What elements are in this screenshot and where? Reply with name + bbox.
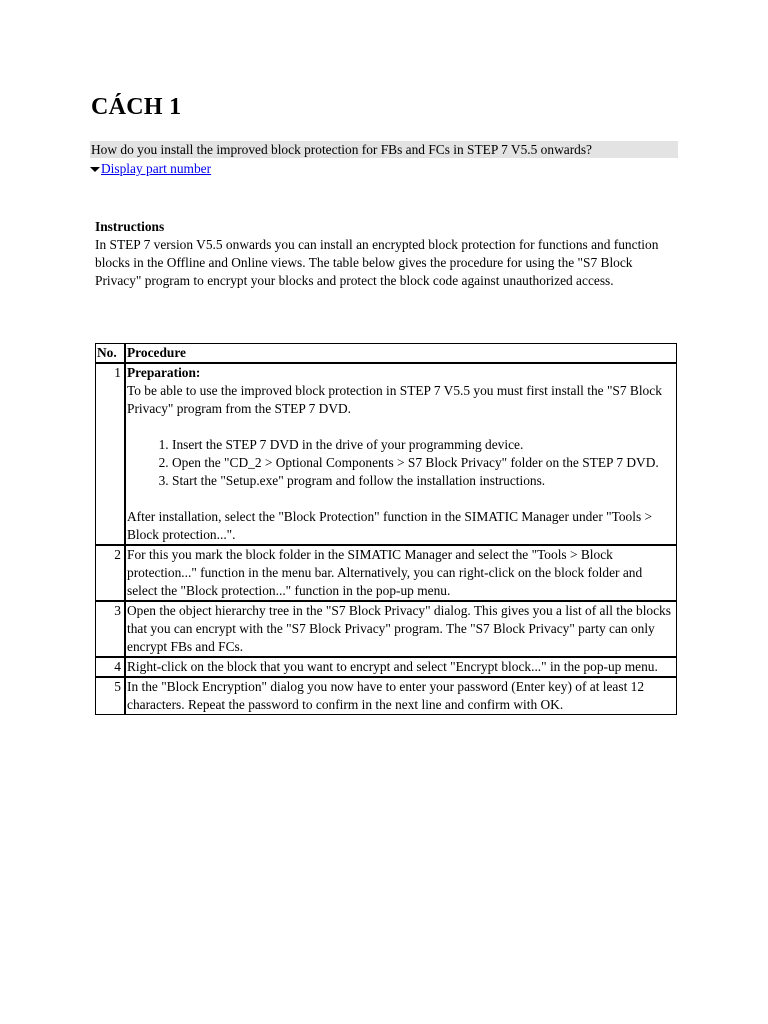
question-bar: How do you install the improved block protection for FBs and FCs in STEP 7 V5.5 onwards? [90,141,678,158]
page-heading: CÁCH 1 [91,94,182,120]
row-number: 3 [95,601,125,657]
list-item: 2. Open the "CD_2 > Optional Components > S7 Block Privacy" folder on the STEP 7 DVD. [172,454,675,472]
display-part-number [90,160,211,177]
list-item: 1. Insert the STEP 7 DVD in the drive of your programming device. [172,436,675,454]
column-header-procedure: Procedure [125,343,677,363]
column-header-no: No. [95,343,125,363]
instructions-title: Instructions [95,219,165,234]
preparation-outro: After installation, select the "Block Protection" function in the SIMATIC Manager under "Tools > Block protection...". [127,509,653,542]
table-row [95,545,677,601]
instructions-body: In STEP 7 version V5.5 onwards you can install an encrypted block protection for functions and function blocks in the Offline and Online views. The table below gives the procedure for using the "S7 Block Privacy" program to encrypt your blocks and protect the block code against unauthorized access. [95,237,659,288]
row-number: 1 [95,363,125,545]
row-procedure [125,363,677,545]
table-row [95,677,677,715]
caret-down-icon[interactable] [90,167,100,172]
preparation-intro: To be able to use the improved block protection in STEP 7 V5.5 you must first install the "S7 Block Privacy" program from the STEP 7 DVD. [127,383,662,416]
table-row [95,657,677,677]
row-procedure: Open the object hierarchy tree in the "S7 Block Privacy" dialog. This gives you a list of all the blocks that you can encrypt with the "S7 Block Privacy" program. The "S7 Block Privacy" party can only encrypt FBs and FCs. [125,601,677,657]
preparation-title: Preparation: [127,365,201,380]
list-item: 3. Start the "Setup.exe" program and follow the installation instructions. [172,472,675,490]
row-number: 4 [95,657,125,677]
row-procedure: In the "Block Encryption" dialog you now have to enter your password (Enter key) of at least 12 characters. Repeat the password to confirm in the next line and confirm with OK. [125,677,677,715]
row-number: 5 [95,677,125,715]
installation-steps [127,436,675,490]
row-number: 2 [95,545,125,601]
procedure-table [95,343,677,715]
table-header-row [95,343,677,363]
table-row [95,363,677,545]
row-procedure: Right-click on the block that you want to encrypt and select "Encrypt block..." in the pop-up menu. [125,657,677,677]
row-procedure: For this you mark the block folder in the SIMATIC Manager and select the "Tools > Block protection..." function in the menu bar. Alternatively, you can right-click on the block folder and select the "Block protection..." function in the pop-up menu. [125,545,677,601]
display-part-number-link[interactable]: Display part number [101,161,212,176]
table-row [95,601,677,657]
